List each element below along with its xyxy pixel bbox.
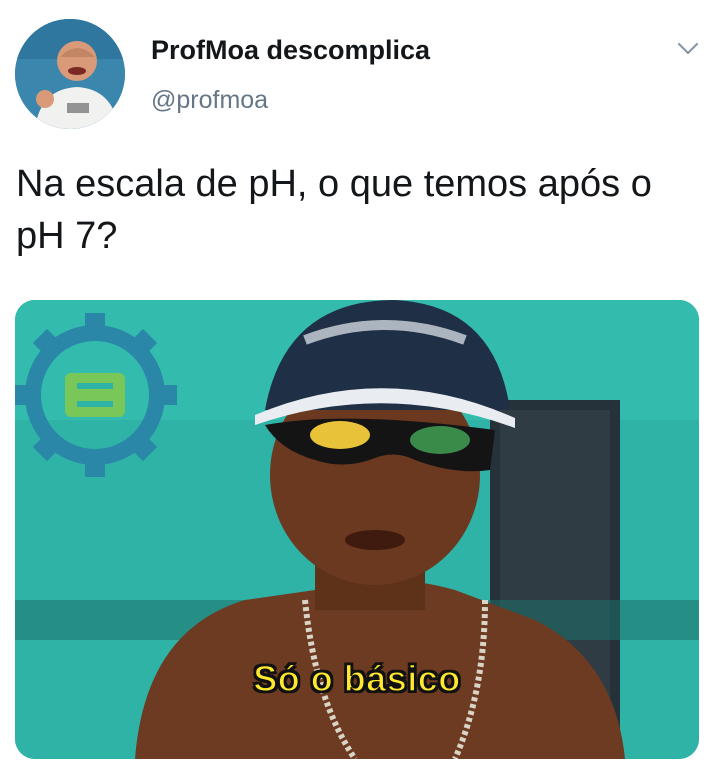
tweet-text: Na escala de pH, o que temos após o pH 7? (16, 163, 652, 257)
user-handle[interactable]: @profmoa (151, 86, 269, 114)
chevron-down-icon[interactable] (676, 40, 700, 58)
profile-photo (15, 19, 125, 129)
avatar[interactable] (15, 19, 125, 129)
meme-caption: Só o básico (253, 658, 461, 699)
display-name[interactable]: ProfMoa descomplica (151, 35, 431, 65)
tweet-media[interactable] (15, 300, 699, 759)
